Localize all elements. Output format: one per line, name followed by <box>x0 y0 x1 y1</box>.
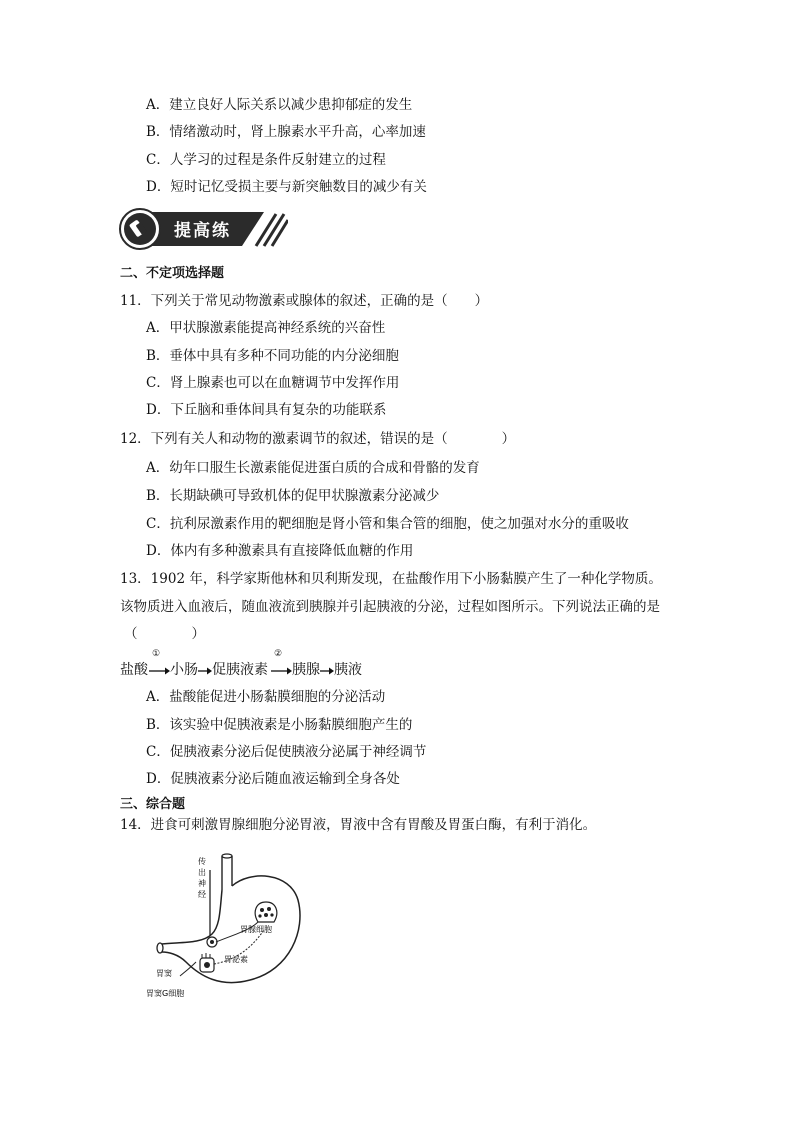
q11-option-a: A．甲状腺激素能提高神经系统的兴奋性 <box>146 320 386 336</box>
stomach-diagram <box>140 850 310 1002</box>
flow-mark-1: ① <box>152 649 161 659</box>
flow-mark-2: ② <box>274 649 283 659</box>
arrow-icon <box>198 666 212 676</box>
arrow-icon <box>270 666 292 676</box>
q12-option-a: A．幼年口服生长激素能促进蛋白质的合成和骨骼的发育 <box>146 460 480 476</box>
q13-option-c: C．促胰液素分泌后促使胰液分泌属于神经调节 <box>146 744 427 760</box>
q10-option-c: C．人学习的过程是条件反射建立的过程 <box>146 152 386 168</box>
flow-node-intestine: 小肠 <box>170 662 198 678</box>
banner-label: 提高练 <box>174 221 231 241</box>
q11-stem: 11．下列关于常见动物激素或腺体的叙述，正确的是（ ） <box>120 293 489 309</box>
q12-option-b: B．长期缺碘可导致机体的促甲状腺激素分泌减少 <box>146 488 440 504</box>
q13-stem-line-3: （ ） <box>124 626 205 642</box>
q13-option-d: D．促胰液素分泌后随血液运输到全身各处 <box>146 771 400 787</box>
q12-option-d: D．体内有多种激素具有直接降低血糖的作用 <box>146 543 414 559</box>
flow-node-secretin: 促胰液素 <box>212 662 268 678</box>
q11-option-b: B．垂体中具有多种不同功能的内分泌细胞 <box>146 348 399 364</box>
section-heading-3: 三、综合题 <box>120 797 186 812</box>
label-gastrin: 胃泌素 <box>224 955 248 964</box>
flow-node-pancreas: 胰腺 <box>292 662 320 678</box>
label-nerve-1: 传 <box>198 857 206 866</box>
q13-option-a: A．盐酸能促进小肠黏膜细胞的分泌活动 <box>146 689 386 705</box>
q12-stem: 12．下列有关人和动物的激素调节的叙述，错误的是（ ） <box>120 431 516 447</box>
label-nerve-4: 经 <box>198 890 206 899</box>
arrow-icon <box>320 666 334 676</box>
label-nerve-2: 出 <box>198 868 206 877</box>
flow-node-hcl: 盐酸 <box>120 662 148 678</box>
label-nerve-3: 神 <box>198 879 206 888</box>
q13-option-b: B．该实验中促胰液素是小肠黏膜细胞产生的 <box>146 717 413 733</box>
label-antrum: 胃窦 <box>156 969 172 978</box>
arrow-icon <box>148 666 170 676</box>
flow-node-pancreatic-juice: 胰液 <box>334 662 362 678</box>
q12-option-c: C．抗利尿激素作用的靶细胞是肾小管和集合管的细胞，使之加强对水分的重吸收 <box>146 516 629 532</box>
q13-stem-line-1: 13．1902 年，科学家斯他林和贝利斯发现，在盐酸作用下小肠黏膜产生了一种化学物质。 <box>120 571 662 587</box>
practice-banner <box>118 206 288 252</box>
q14-stem: 14．进食可刺激胃腺细胞分泌胃液，胃液中含有胃酸及胃蛋白酶，有利于消化。 <box>120 817 597 833</box>
gastric-gland-icon <box>255 902 277 922</box>
g-cell-icon <box>200 953 214 972</box>
label-gland-cell: 胃腺细胞 <box>240 925 272 934</box>
q11-option-d: D．下丘脑和垂体间具有复杂的功能联系 <box>146 402 387 418</box>
q10-option-d: D．短时记忆受损主要与新突触数目的减少有关 <box>146 179 427 195</box>
q10-option-b: B．情绪激动时，肾上腺素水平升高，心率加速 <box>146 124 426 140</box>
section-heading-2: 二、不定项选择题 <box>120 266 225 281</box>
q13-stem-line-2: 该物质进入血液后，随血液流到胰腺并引起胰液的分泌，过程如图所示。下列说法正确的是 <box>120 599 660 615</box>
label-g-cell: 胃窦G细胞 <box>146 989 185 998</box>
q11-option-c: C．肾上腺素也可以在血糖调节中发挥作用 <box>146 375 400 391</box>
q10-option-a: A．建立良好人际关系以减少患抑郁症的发生 <box>146 97 413 113</box>
